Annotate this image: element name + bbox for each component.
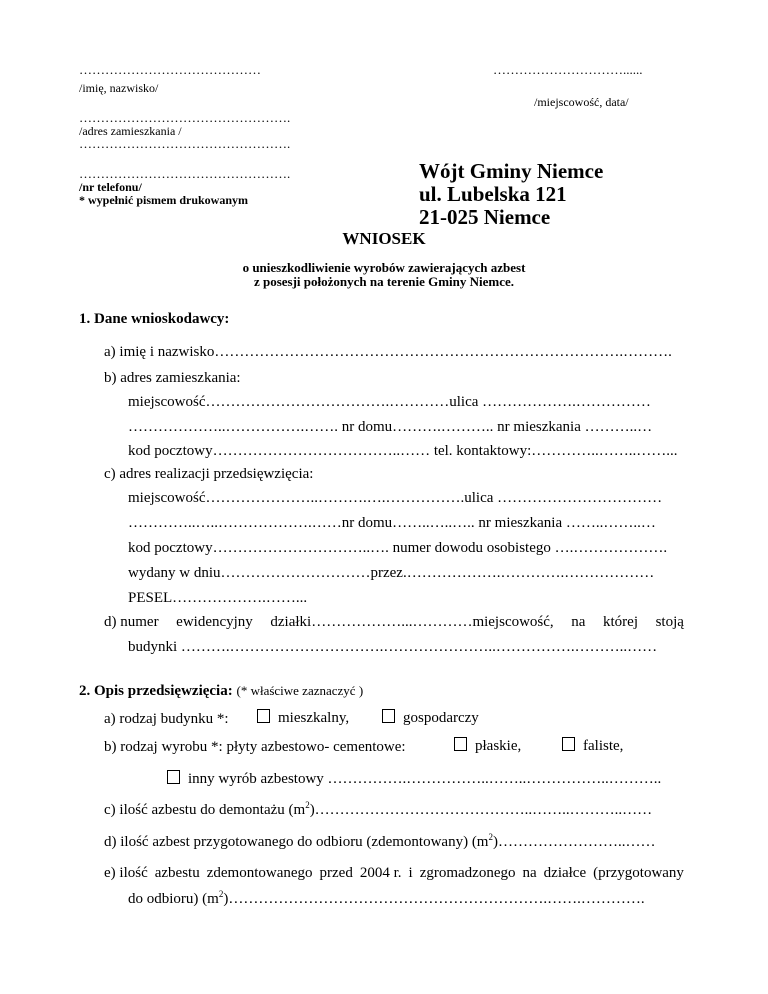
option-residential-label: mieszkalny, xyxy=(278,710,350,726)
building-type-label: a) rodzaj budynku *: xyxy=(104,711,229,727)
prepared-label: d) ilość azbest przygotowanego do odbioru (zdemontowany) (m xyxy=(104,834,489,850)
pre2004-word: zgromadzonego xyxy=(419,865,516,881)
document-title: WNIOSEK xyxy=(342,229,426,248)
parcel-word: d) numer xyxy=(104,614,159,630)
product-type-label: b) rodzaj wyrobu *: płyty azbestowo- cementowe: xyxy=(104,739,406,755)
field-project-house[interactable]: …………..…..……………….……nr domu……..…..….. nr mieszkania ……..……..… xyxy=(128,515,656,531)
field-project-city[interactable]: miejscowość…………………..……….….…………….ulica …………………………… xyxy=(128,490,663,506)
recipient-line-1: Wójt Gminy Niemce xyxy=(419,159,604,183)
address-dots-2: …………………………………………. xyxy=(79,136,291,151)
document-subtitle-1: o unieszkodliwienie wyrobów zawierających azbest xyxy=(242,260,526,275)
field-parcel-number[interactable] xyxy=(104,614,684,631)
checkbox-flat[interactable] xyxy=(454,737,467,751)
recipient-block xyxy=(419,160,603,229)
field-prepared-amount[interactable] xyxy=(104,832,655,851)
prepared-dots: )……………………..…… xyxy=(492,834,656,850)
pre2004-dots: )……………………………………………………….…….…………. xyxy=(223,891,645,907)
pre2004-word: azbestu xyxy=(154,865,200,881)
recipient-line-3: 21-025 Niemce xyxy=(419,205,551,229)
field-name[interactable]: a) imię i nazwisko……………………………………………………………………….………. xyxy=(104,344,672,360)
pre2004-word: przed xyxy=(319,865,353,881)
project-address-heading: c) adres realizacji przedsięwzięcia: xyxy=(104,466,314,482)
field-address-postcode[interactable]: kod pocztowy………………………………..…… tel. kontaktowy:…………..……..……... xyxy=(128,443,678,459)
option-flat[interactable] xyxy=(454,737,521,755)
option-farm[interactable] xyxy=(382,709,479,727)
parcel-word: działki………………...…………miejscowość, xyxy=(270,614,554,630)
checkbox-other[interactable] xyxy=(167,770,180,784)
option-other[interactable] xyxy=(167,770,661,788)
recipient-line-2: ul. Lubelska 121 xyxy=(419,182,567,206)
field-project-postcode[interactable]: kod pocztowy…………………………..…. numer dowodu osobistego ….………………. xyxy=(128,540,668,556)
checkbox-residential[interactable] xyxy=(257,709,270,723)
unit-sup: 2 xyxy=(488,832,493,842)
place-date-dots: …………………………...... xyxy=(493,62,643,77)
field-pesel[interactable]: PESEL……………….……... xyxy=(128,590,308,606)
field-buildings[interactable]: budynki ……….………………………….…………………..…………….………..…… xyxy=(128,639,658,655)
pre2004-word: e) ilość xyxy=(104,865,148,881)
pre2004-label: do odbioru) (m xyxy=(128,891,219,907)
field-dismantle-amount[interactable] xyxy=(104,800,652,819)
dismantle-label: c) ilość azbestu do demontażu (m xyxy=(104,802,306,818)
parcel-word: na xyxy=(571,614,586,630)
name-dots: …………………………………… xyxy=(79,62,261,77)
name-label: /imię, nazwisko/ xyxy=(79,81,159,95)
pre2004-word: 2004 r. xyxy=(359,865,402,881)
field-id-issued[interactable]: wydany w dniu…………………………przez.……………….………….……………… xyxy=(128,565,655,581)
option-other-label: inny wyrób azbestowy …………….……………..……..……………..……….. xyxy=(188,771,662,787)
section-2-hint: (* właściwe zaznaczyć ) xyxy=(236,683,364,698)
option-flat-label: płaskie, xyxy=(475,738,522,754)
checkbox-corrugated[interactable] xyxy=(562,737,575,751)
address-heading: b) adres zamieszkania: xyxy=(104,370,241,386)
checkbox-farm[interactable] xyxy=(382,709,395,723)
place-date-label: /miejscowość, data/ xyxy=(534,95,629,109)
parcel-word: stoją xyxy=(655,614,684,630)
field-address-city[interactable]: miejscowość……………………………….…………ulica ……………….…………… xyxy=(128,394,651,410)
phone-dots: …………………………………………. xyxy=(79,166,291,181)
section-1-heading: 1. Dane wnioskodawcy: xyxy=(79,311,230,327)
field-pre2004-amount[interactable] xyxy=(104,865,684,882)
option-corrugated[interactable] xyxy=(562,737,623,755)
option-farm-label: gospodarczy xyxy=(403,710,479,726)
dismantle-dots: )……………………………………..……..………..…… xyxy=(309,802,653,818)
parcel-word: ewidencyjny xyxy=(176,614,253,630)
print-note: * wypełnić pismem drukowanym xyxy=(79,193,249,207)
field-address-house[interactable]: ………………..…………….……. nr domu……….……….. nr mieszkania ………..… xyxy=(128,419,653,435)
option-residential[interactable] xyxy=(257,709,349,727)
pre2004-word: działce xyxy=(543,865,587,881)
option-corrugated-label: faliste, xyxy=(583,738,624,754)
address-label: /adres zamieszkania / xyxy=(79,124,182,138)
pre2004-word: (przygotowany xyxy=(593,865,684,881)
pre2004-word: zdemontowanego xyxy=(206,865,313,881)
section-2-heading-row xyxy=(79,683,363,700)
pre2004-word: na xyxy=(522,865,537,881)
field-pre2004-amount-line2[interactable] xyxy=(128,889,645,908)
document-subtitle-2: z posesji położonych na terenie Gminy Niemce. xyxy=(253,274,515,289)
parcel-word: której xyxy=(603,614,639,630)
section-2-heading: 2. Opis przedsięwzięcia: xyxy=(79,683,233,699)
pre2004-word: i xyxy=(408,865,413,881)
address-dots-1: …………………………………………. xyxy=(79,110,291,125)
unit-sup: 2 xyxy=(218,889,224,899)
phone-label: /nr telefonu/ xyxy=(79,180,142,194)
unit-sup: 2 xyxy=(305,800,310,810)
